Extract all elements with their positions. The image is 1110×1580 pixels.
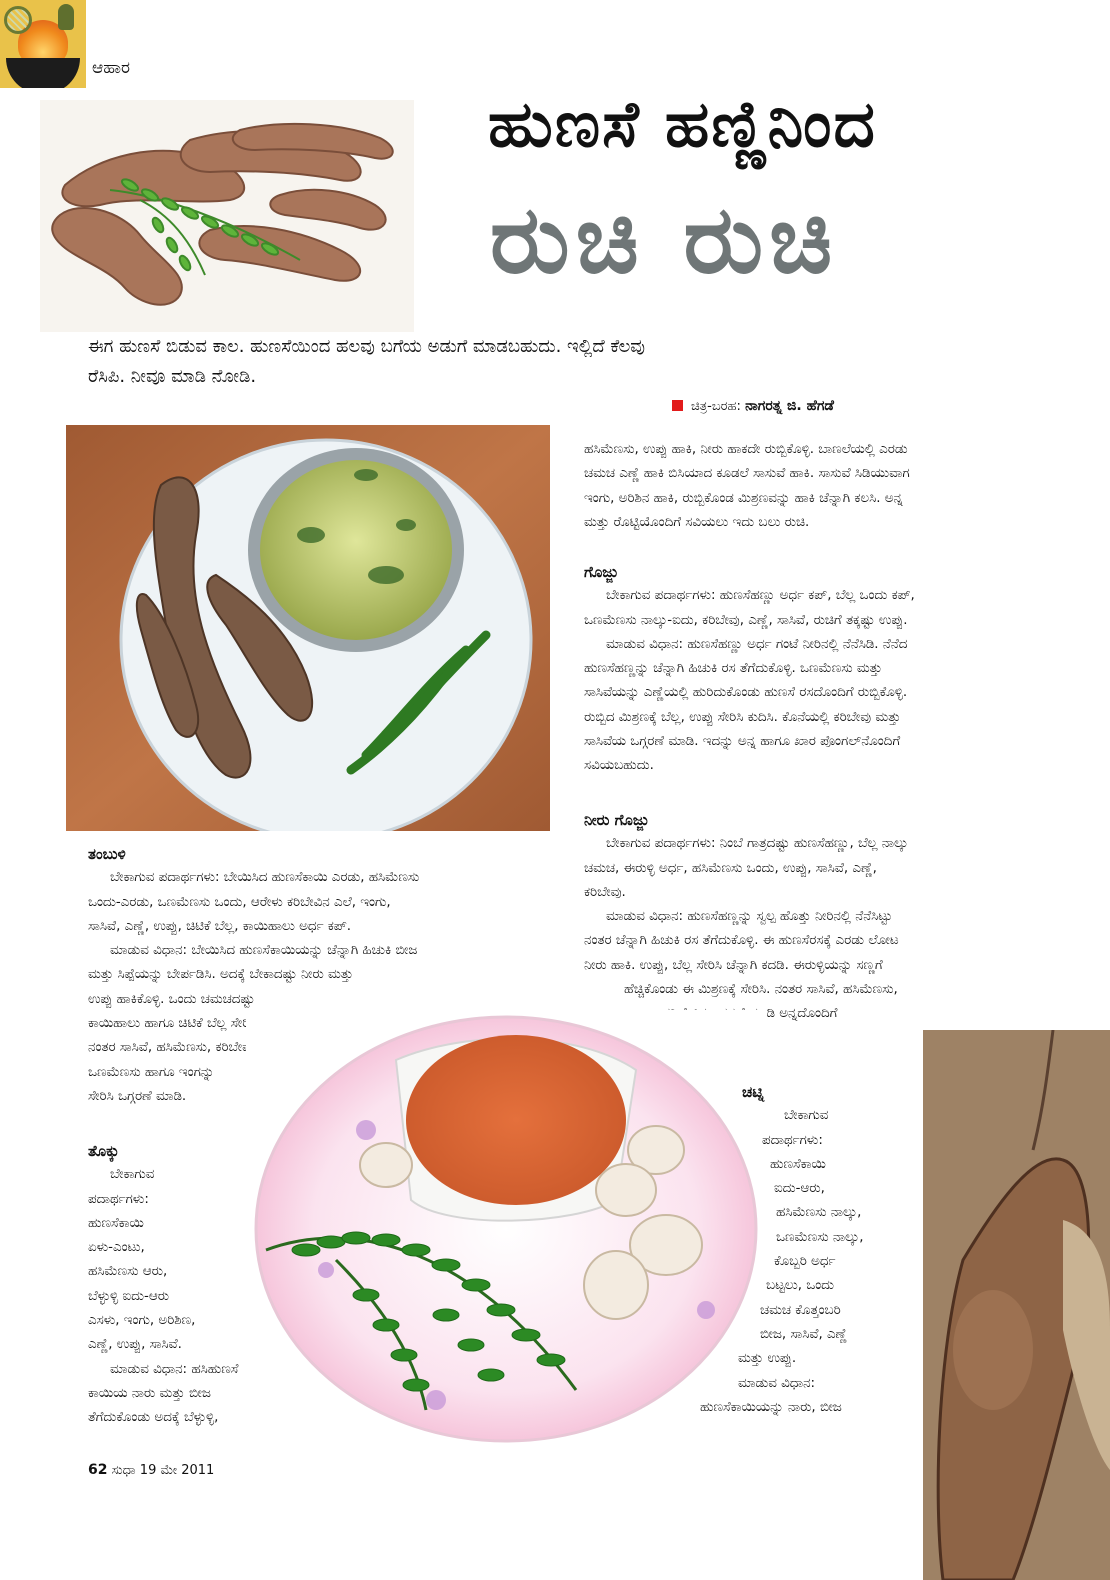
recipe-continuation	[584, 438, 1054, 535]
text-line: ಚಮಚ, ಈರುಳ್ಳಿ ಅರ್ಧ, ಹಸಿಮೆಣಸು ಒಂದು, ಉಪ್ಪು, ಸಾಸಿವೆ, ಎಣ್ಣೆ,	[584, 860, 877, 876]
text-line: ಬೇಕಾಗುವ ಪದಾರ್ಥಗಳು: ಬೇಯಿಸಿದ ಹುಣಸೆಕಾಯಿ ಎರಡು, ಹಸಿಮೆಣಸು	[110, 870, 420, 886]
text-line: ಬೆಳ್ಳುಳ್ಳಿ ಐದು-ಆರು	[88, 1288, 170, 1304]
text-line: ನಂತರ ಸಾಸಿವೆ, ಹಸಿಮೆಣಸು, ಕರಿಬೇವು,	[88, 1040, 258, 1056]
text-line: ಬೀಜ, ಸಾಸಿವೆ, ಎಣ್ಣೆ	[760, 1326, 848, 1342]
text-line: ಮಾಡುವ ವಿಧಾನ: ಬೇಯಿಸಿದ ಹುಣಸೆಕಾಯಿಯನ್ನು ಚೆನ್ನಾಗಿ ಹಿಚುಕಿ ಬೀಜ	[110, 943, 418, 959]
recipe-gojju	[584, 560, 1054, 779]
text-line: ಇಂಗು, ಅರಿಶಿನ ಹಾಕಿ, ರುಬ್ಬಿಕೊಂಡ ಮಿಶ್ರಣವನ್ನು ಹಾಕಿ ಚೆನ್ನಾಗಿ ಕಲಸಿ. ಅನ್ನ	[584, 490, 903, 506]
text-line: ಬೇಕಾಗುವ	[110, 1167, 155, 1183]
byline-author: ನಾಗರತ್ನ ಜಿ. ಹೆಗಡೆ	[745, 398, 834, 414]
text-line: ಕರಿಬೇವಿನ ಒಗ್ಗರಣೆ ಮಾಡಿ ಅನ್ನದೊಂದಿಗೆ	[664, 1006, 838, 1022]
text-line: ಹುಣಸೆಹಣ್ಣನ್ನು ಚೆನ್ನಾಗಿ ಹಿಚುಕಿ ರಸ ತೆಗೆದುಕೊಳ್ಳಿ. ಒಣಮೆಣಸು ಮತ್ತು	[584, 661, 883, 677]
text-line: ಹಸಿಮೆಣಸು ನಾಲ್ಕು,	[776, 1205, 862, 1221]
strainer-icon	[4, 6, 32, 34]
byline-label: ಚಿತ್ರ-ಬರಹ:	[691, 399, 741, 414]
recipe-title: ಚಟ್ನಿ	[742, 1083, 765, 1101]
text-line: ಕರಿಬೇವು.	[584, 884, 626, 900]
text-line: ಮಾಡುವ ವಿಧಾನ: ಹುಣಸೆಹಣ್ಣು ಅರ್ಧ ಗಂಟೆ ನೀರಿನಲ್ಲಿ ನೆನೆಸಿಡಿ. ನೆನೆದ	[606, 636, 908, 652]
recipe-title: ತೊಕ್ಕು	[88, 1142, 120, 1160]
recipe-tokku	[88, 1139, 338, 1431]
text-line: ಕಾಯಿಹಾಲು ಹಾಗೂ ಚಿಟಿಕೆ ಬೆಲ್ಲ ಸೇರಿಸಿ.	[88, 1016, 261, 1032]
text-line: ಕಾಯಿಯ ನಾರು ಮತ್ತು ಬೀಜ	[88, 1385, 211, 1401]
page-footer	[88, 1462, 214, 1478]
text-line: ಕೊಬ್ಬರಿ ಅರ್ಧ	[774, 1254, 836, 1270]
tambuli-plate-photo	[66, 425, 550, 831]
text-line: ಮತ್ತು ಸಿಪ್ಪೆಯನ್ನು ಬೇರ್ಪಡಿಸಿ. ಅದಕ್ಕೆ ಬೇಕಾದಷ್ಟು ನೀರು ಮತ್ತು	[88, 967, 354, 983]
text-line: ಹುಣಸೆಕಾಯಿ	[88, 1215, 144, 1231]
text-line: ಚಮಚ ಎಣ್ಣೆ ಹಾಕಿ ಬಿಸಿಯಾದ ಕೂಡಲೆ ಸಾಸುವೆ ಹಾಕಿ. ಸಾಸುವೆ ಸಿಡಿಯುವಾಗ	[584, 466, 910, 482]
tamarind-closeup-photo	[923, 1030, 1110, 1580]
text-line: ಊಟಕ್ಕೆ ಬಡಿಸಿ.	[700, 1030, 766, 1046]
text-line: ಸವಿಯಬಹುದು.	[584, 758, 654, 774]
text-line: ಪದಾರ್ಥಗಳು:	[762, 1132, 823, 1148]
byline	[672, 398, 834, 414]
text-line: ಸೇರಿಸಿ ಒಗ್ಗರಣೆ ಮಾಡಿ.	[88, 1088, 187, 1104]
text-line: ಸಾಸಿವೆಯ ಒಗ್ಗರಣೆ ಮಾಡಿ. ಇದನ್ನು ಅನ್ನ ಹಾಗೂ ಖಾರ ಪೊಂಗಲ್‌ನೊಂದಿಗೆ	[584, 734, 901, 750]
text-line: ನಂತರ ಚೆನ್ನಾಗಿ ಹಿಚುಕಿ ರಸ ತೆಗೆದುಕೊಳ್ಳಿ. ಈ ಹುಣಸೆರಸಕ್ಕೆ ಎರಡು ಲೋಟ	[584, 933, 899, 949]
article-title-line1: ಹುಣಸೆ ಹಣ್ಣಿನಿಂದ	[488, 88, 877, 162]
section-logo-icon	[0, 0, 86, 88]
recipe-title: ನೀರು ಗೊಜ್ಜು	[584, 811, 649, 829]
intro-line: ಈಗ ಹುಣಸೆ ಬಿಡುವ ಕಾಲ. ಹುಣಸೆಯಿಂದ ಹಲವು ಬಗೆಯ ಅಡುಗೆ ಮಾಡಬಹುದು. ಇಲ್ಲಿದೆ ಕೆಲವು	[88, 336, 645, 357]
text-line: ಹುಣಸೆಕಾಯಿ	[770, 1156, 826, 1172]
intro-line: ರೆಸಿಪಿ. ನೀವೂ ಮಾಡಿ ನೋಡಿ.	[88, 366, 257, 387]
section-label: ಆಹಾರ	[92, 58, 130, 78]
text-line: ತೆಗೆದುಕೊಂಡು ಅದಕ್ಕೆ ಬೆಳ್ಳುಳ್ಳಿ,	[88, 1410, 219, 1426]
text-line: ಬಟ್ಟಲು, ಒಂದು	[766, 1278, 835, 1294]
magazine-name: ಸುಧಾ	[111, 1463, 136, 1478]
text-line: ಎಣ್ಣೆ, ಉಪ್ಪು, ಸಾಸಿವೆ.	[88, 1337, 182, 1353]
text-line: ಹಸಿಮೆಣಸು ಆರು,	[88, 1264, 168, 1280]
text-line: ಉಪ್ಪು ಹಾಕಿಕೊಳ್ಳಿ. ಒಂದು ಚಮಚದಷ್ಟು	[88, 991, 255, 1007]
text-line: ಒಂದು-ಎರಡು, ಒಣಮೆಣಸು ಒಂದು, ಆರೇಳು ಕರಿಬೇವಿನ ಎಲೆ, ಇಂಗು,	[88, 894, 391, 910]
recipe-title: ಗೊಜ್ಜು	[584, 563, 619, 581]
text-line: ಮಾಡುವ ವಿಧಾನ:	[738, 1375, 816, 1391]
text-line: ಎಸಳು, ಇಂಗು, ಅರಿಶಿಣ,	[88, 1313, 196, 1329]
page-number: 62	[88, 1462, 108, 1478]
recipe-title: ತಂಬುಳಿ	[88, 845, 126, 863]
text-line: ಸಾಸಿವೆ, ಎಣ್ಣೆ, ಉಪ್ಪು, ಚಿಟಿಕೆ ಬೆಲ್ಲ, ಕಾಯಿಹಾಲು ಅರ್ಧ ಕಪ್.	[88, 918, 351, 934]
text-line: ಸಾಸಿವೆಯನ್ನು ಎಣ್ಣೆಯಲ್ಲಿ ಹುರಿದುಕೊಂಡು ಹುಣಸೆ ರಸದೊಂದಿಗೆ ರುಬ್ಬಿಕೊಳ್ಳಿ.	[584, 685, 908, 701]
text-line: ಒಣಮೆಣಸು ಹಾಗೂ ಇಂಗನ್ನು	[88, 1064, 215, 1080]
text-line: ಮಾಡುವ ವಿಧಾನ: ಹಸಿಹುಣಸೆ	[110, 1361, 239, 1377]
text-line: ಐದು-ಆರು,	[774, 1181, 825, 1197]
intro-paragraph	[88, 332, 908, 392]
text-line: ಪದಾರ್ಥಗಳು:	[88, 1191, 149, 1207]
text-line: ಮತ್ತು ಉಪ್ಪು.	[738, 1351, 797, 1367]
text-line: ಹೆಚ್ಚಿಕೊಂಡು ಈ ಮಿಶ್ರಣಕ್ಕೆ ಸೇರಿಸಿ. ನಂತರ ಸಾಸಿವೆ, ಹಸಿಮೆಣಸು,	[624, 982, 898, 998]
issue-date: 19 ಮೇ 2011	[139, 1463, 215, 1478]
recipe-chutney	[700, 1080, 920, 1420]
ladle-icon	[58, 4, 74, 30]
wok-icon	[6, 58, 80, 88]
text-line: ಮಾಡುವ ವಿಧಾನ: ಹುಣಸೆಹಣ್ಣನ್ನು ಸ್ವಲ್ಪ ಹೊತ್ತು ನೀರಿನಲ್ಲಿ ನೆನೆಸಿಟ್ಟು	[606, 909, 893, 925]
text-line: ನೀರು ಹಾಕಿ. ಉಪ್ಪು, ಬೆಲ್ಲ ಸೇರಿಸಿ ಚೆನ್ನಾಗಿ ಕದಡಿ. ಈರುಳ್ಳಿಯನ್ನು ಸಣ್ಣಗೆ	[584, 957, 883, 973]
text-line: ಏಳು-ಎಂಟು,	[88, 1240, 145, 1256]
tamarind-pods-photo	[40, 100, 414, 332]
text-line: ಹಸಿಮೆಣಸು, ಉಪ್ಪು ಹಾಕಿ, ನೀರು ಹಾಕದೇ ರುಬ್ಬಿಕೊಳ್ಳಿ. ಬಾಣಲೆಯಲ್ಲಿ ಎರಡು	[584, 442, 908, 457]
text-line: ಬೇಕಾಗುವ ಪದಾರ್ಥಗಳು: ನಿಂಬೆ ಗಾತ್ರದಷ್ಟು ಹುಣಸೆಹಣ್ಣು, ಬೆಲ್ಲ ನಾಲ್ಕು	[606, 836, 909, 852]
text-line: ಮತ್ತು ರೊಟ್ಟಿಯೊಂದಿಗೆ ಸವಿಯಲು ಇದು ಬಲು ರುಚಿ.	[584, 514, 810, 530]
text-line: ಒಣಮೆಣಸು ನಾಲ್ಕು-ಐದು, ಕರಿಬೇವು, ಎಣ್ಣೆ, ಸಾಸಿವೆ, ರುಚಿಗೆ ತಕ್ಕಷ್ಟು ಉಪ್ಪು.	[584, 612, 908, 628]
text-line: ರುಬ್ಬಿದ ಮಿಶ್ರಣಕ್ಕೆ ಬೆಲ್ಲ, ಉಪ್ಪು ಸೇರಿಸಿ ಕುದಿಸಿ. ಕೊನೆಯಲ್ಲಿ ಕರಿಬೇವು ಮತ್ತು	[584, 709, 901, 725]
byline-marker-icon	[672, 400, 683, 411]
text-line: ಹುಣಸೆಕಾಯಿಯನ್ನು ನಾರು, ಬೀಜ	[700, 1399, 842, 1415]
text-line: ಒಣಮೆಣಸು ನಾಲ್ಕು,	[776, 1229, 864, 1245]
article-title-line2: ರುಚಿ ರುಚಿ	[490, 186, 839, 295]
text-line: ಬೇಕಾಗುವ	[784, 1108, 829, 1124]
text-line: ಚಮಚ ಕೊತ್ತಂಬರಿ	[760, 1302, 841, 1318]
text-line: ಬೇಕಾಗುವ ಪದಾರ್ಥಗಳು: ಹುಣಸೆಹಣ್ಣು ಅರ್ಧ ಕಪ್, ಬೆಲ್ಲ ಒಂದು ಕಪ್,	[606, 588, 915, 604]
